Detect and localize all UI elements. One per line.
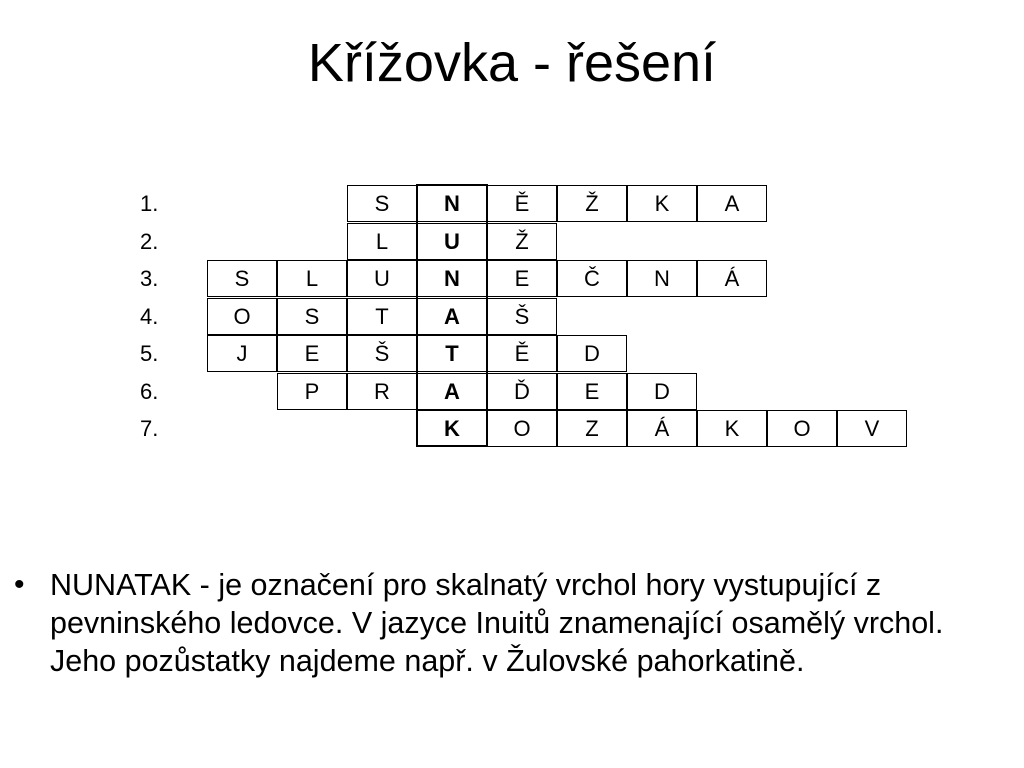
crossword-cell: S — [347, 185, 417, 222]
row-number: 3. — [140, 266, 159, 291]
crossword-cell: Ě — [487, 335, 557, 372]
crossword-cell: S — [207, 260, 277, 297]
slide-title: Křížovka - řešení — [307, 33, 717, 93]
solution-cell: A — [417, 298, 487, 335]
row-number: 6. — [140, 379, 159, 404]
crossword-cell: Š — [487, 298, 557, 335]
crossword-cell: Ž — [487, 223, 557, 260]
crossword-cell: Ž — [557, 185, 627, 222]
crossword-cell: S — [277, 298, 347, 335]
crossword-cell: Ě — [487, 185, 557, 222]
row-number: 5. — [140, 341, 159, 366]
crossword-cell: K — [627, 185, 697, 222]
crossword-cell: E — [277, 335, 347, 372]
crossword-cell: P — [277, 373, 347, 410]
crossword-cell: O — [207, 298, 277, 335]
crossword-cell: T — [347, 298, 417, 335]
crossword-cell: O — [487, 410, 557, 447]
solution-cell: K — [417, 410, 487, 447]
row-number: 1. — [140, 191, 159, 216]
crossword-cell: O — [767, 410, 837, 447]
crossword-cell: J — [207, 335, 277, 372]
crossword-cell: Ď — [487, 373, 557, 410]
solution-cell: A — [417, 373, 487, 410]
crossword-cell: L — [277, 260, 347, 297]
crossword-cell: K — [697, 410, 767, 447]
crossword-cell: Á — [697, 260, 767, 297]
row-number: 7. — [140, 416, 159, 441]
explanation-item — [12, 566, 992, 680]
row-number: 4. — [140, 304, 159, 329]
crossword-cell: R — [347, 373, 417, 410]
crossword-cell: A — [697, 185, 767, 222]
bullet-icon: • — [14, 568, 25, 601]
crossword-cell: D — [627, 373, 697, 410]
crossword-cell: Š — [347, 335, 417, 372]
crossword-cell: E — [557, 373, 627, 410]
crossword-cell: V — [837, 410, 907, 447]
solution-cell: T — [417, 335, 487, 372]
solution-cell: U — [417, 223, 487, 260]
solution-cell: N — [417, 260, 487, 297]
crossword-cell: Z — [557, 410, 627, 447]
crossword-cell: U — [347, 260, 417, 297]
crossword-cell: E — [487, 260, 557, 297]
row-number: 2. — [140, 229, 159, 254]
explanation-list — [12, 566, 992, 680]
explanation-text: NUNATAK - je označení pro skalnatý vrchol hory vystupující z pevninského ledovce. V jazyce Inuitů znamenající osamělý vrchol. Jeho pozůstatky najdeme např. v Žulovské pahorkatině. — [50, 568, 944, 678]
crossword-cell: Á — [627, 410, 697, 447]
crossword-cell: Č — [557, 260, 627, 297]
solution-cell: N — [417, 185, 487, 222]
crossword-cell: N — [627, 260, 697, 297]
crossword-grid — [140, 185, 920, 455]
crossword-cell: L — [347, 223, 417, 260]
crossword-cell: D — [557, 335, 627, 372]
